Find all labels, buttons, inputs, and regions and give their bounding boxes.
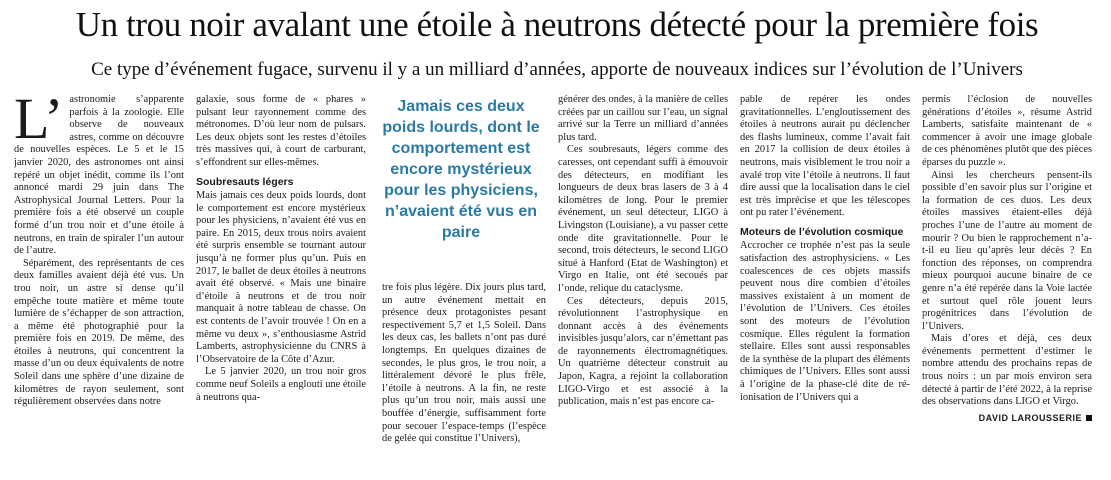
paragraph: tre fois plus légère. Dix jours plus tard, un autre événement mettait en présence deux protagonistes pesant respectivement 5,7 et 1,5 Soleil. Dans les deux cas, les ballets n’ont pas duré longtemps. En quelques dizaines de secondes, le plus gros, le trou noir, a littéralement dévoré le plus frêle, l’étoile à neutrons. A la fin, ne reste plus qu’un trou noir, mais aussi une bouffée d’énergie, suffisamment forte pour secouer l’espace-temps (l’espèce de gelée qui constitue l’Univers), xyxy=(382,282,546,445)
section-heading: Moteurs de l’évolution cosmique xyxy=(740,225,904,238)
pull-quote: Jamais ces deux poids lourds, dont le comportement est encore mystérieux pour les physiciens, n’avaient été vus en paire xyxy=(382,98,540,241)
paragraph: L’ astronomie s’apparente parfois à la zoologie. Elle observe de nouveaux astres, comme on découvre de nouvelles espèces. Le 5 et le 15 janvier 2020, des astronomes ont ainsi repéré un objet inédit, comme ils l’ont annoncé mardi 29 juin dans The Astrophysical Journal Letters. Pour la première fois a été observé un couple formé d’un trou noir et d’une étoile à neutrons, en train de spiraler l’un autour de l’autre. xyxy=(14,94,184,257)
paragraph: Séparément, des représentants de ces deux familles avaient déjà été vus. Un trou noir, un astre si dense qu’il empêche toute matière et même toute lumière de s’échapper de son attraction, a même été photographié pour la première fois en 2019. De même, des étoiles à neutrons, qui concentrent la masse d’un ou deux équivalents de notre Soleil dans une sphère d’une dizaine de kilomètres de rayon seulement, sont régulièrement observées dans notre xyxy=(14,257,184,408)
byline: DAVID LAROUSSERIE xyxy=(922,412,1092,425)
article-subhead: Ce type d’événement fugace, survenu il y a un milliard d’années, apporte de nouveaux indices sur l’évolution de l’Univers xyxy=(91,59,1023,80)
section-heading: Soubresauts légers xyxy=(196,175,294,188)
paragraph: pable de repérer les ondes gravitationnelles. L’engloutissement des étoiles à neutrons aurait pu déclencher des flashs lumineux, comme l’avait fait en 2017 la collision de deux étoiles à neutrons, mais visiblement le trou noir a avalé trop vite l’étoile à neutrons. Il faut dire aussi que la localisation dans le ciel est très imprécise et que les télescopes ont pu rater l’événement. xyxy=(740,94,910,219)
article-column-6 xyxy=(922,94,1092,478)
article-headline: Un trou noir avalant une étoile à neutrons détecté pour la première fois xyxy=(75,5,1039,44)
article-column-4 xyxy=(558,94,728,478)
paragraph: permis l’éclosion de nouvelles générations d’étoiles », résume Astrid Lamberts, satisfaite maintenant de « commencer à avoir une image globale de ces phénomènes plutôt que des pièces éparses du puzzle ». xyxy=(922,94,1092,168)
article-column-5 xyxy=(740,94,910,478)
end-mark-icon xyxy=(1086,415,1092,421)
paragraph: galaxie, sous forme de « phares » pulsant leur rayonnement comme des métronomes. D’où leur nom de pulsars. Les deux objets sont les restes d’étoiles très massives qui, à court de carburant, s’effondrent sur elles-mêmes. xyxy=(196,94,366,168)
paragraph: Ainsi les chercheurs pensent-ils possible d’en savoir plus sur l’origine et la formation de ces duos. Les deux étoiles massives étaient-elles déjà proches l’une de l’autre au moment de mourir ? Ou bien le rapprochement n’a-t-il eu lieu qu’après leur décès ? En fonction des réponses, on comprendra mieux pourquoi aucune binaire de ce genre n’a été repérée dans la Voie lactée et surtout quel rôle jouent leurs progénitrices dans l’évolution de l’Univers. xyxy=(922,169,1092,332)
paragraph: Le 5 janvier 2020, un trou noir gros comme neuf Soleils a englouti une étoile à neutrons qua- xyxy=(196,366,366,403)
paragraph: Mais d’ores et déjà, ces deux événements permettent d’estimer le nombre attendu des prochains repas de trous noirs : un par mois environ sera détecté à partir de l’été 2022, à la reprise des observations dans LIGO et Virgo. xyxy=(922,333,1092,408)
article-column-2 xyxy=(196,94,366,478)
paragraph: Mais jamais ces deux poids lourds, dont le comportement est encore mystérieux pour les physiciens, n’avaient été vus en paire. En 2015, deux trous noirs avaient été surpris ensemble se tournant autour jusqu’à ne former plus qu’un. Puis en 2017, le ballet de deux étoiles à neutrons avait été observé. « Mais une binaire d’étoile à neutrons et de trou noir manquait à notre tableau de chasse. On est contents de l’avoir trouvée ! On en a même vu deux », s’enthousiasme Astrid Lamberts, astrophysicienne du CNRS à l’Observatoire de la Côte d’Azur. xyxy=(196,190,366,365)
article-column-1 xyxy=(14,94,184,478)
paragraph: Ces soubresauts, légers comme des caresses, ont cependant suffi à émouvoir des détecteurs, en modifiant les longueurs de deux bras lasers de 3 à 4 kilomètres de long. Pour le premier événement, un seul détecteur, LIGO à Livingston (Louisiane), a vu passer cette onde dite gravitationnelle. Pour le second, trois détecteurs, le second LIGO situé à Hanford (Etat de Washington) et Virgo en Italie, ont été secoués par l’onde, relique du cataclysme. xyxy=(558,144,728,294)
article-column-3 xyxy=(382,282,546,478)
paragraph: Accrocher ce trophée n’est pas la seule satisfaction des astrophysiciens. « Les coalescences de ces objets massifs peuvent nous dire combien d’étoiles massives existaient à un moment de l’évolution de l’Univers. Ces étoiles sont des moteurs de l’évolution cosmique. Elles régulent la formation stellaire. Elles sont aussi responsables de la synthèse de la plupart des éléments chimiques de l’Univers. Elles sont aussi à l’origine de la phase-clé dite de ré-ionisation de l’Univers qui a xyxy=(740,240,910,403)
dropcap-letter: L’ xyxy=(14,94,64,151)
paragraph: générer des ondes, à la manière de celles créées par un caillou sur l’eau, un signal arrivé sur la Terre un milliard d’années plus tard. xyxy=(558,94,728,143)
paragraph: Ces détecteurs, depuis 2015, révolutionnent l’astrophysique en donnant accès à des événements invisibles jusqu’alors, car n’émettant pas de rayonnements électromagnétiques. Un quatrième détecteur construit au Japon, Kagra, a rejoint la collaboration LIGO-Virgo et est associé à la publication, mais n’est pas encore ca- xyxy=(558,295,728,408)
